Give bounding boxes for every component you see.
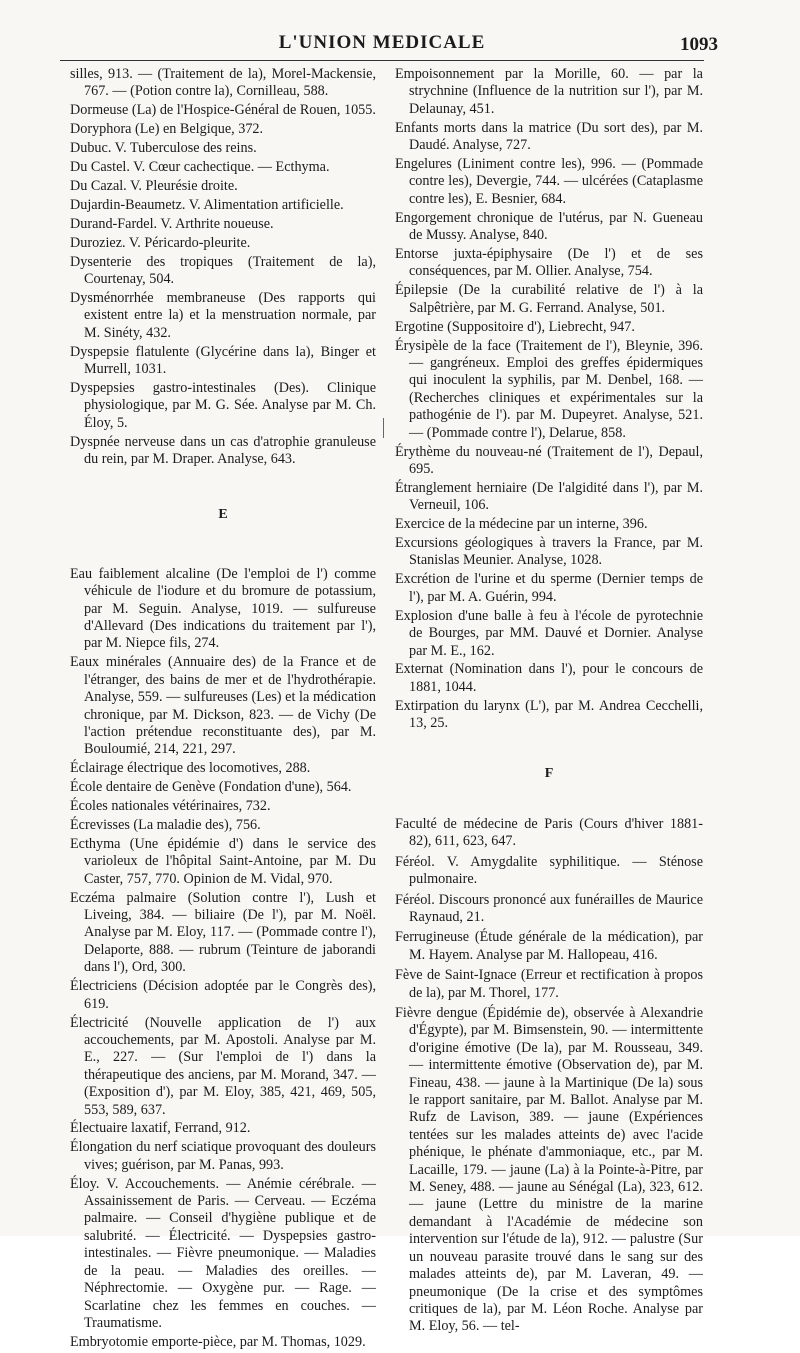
index-entry: Eau faiblement alcaline (De l'emploi de l') comme véhicule de l'iodure et du bromure de potassium, par M. Seguin. Analyse, 1019. — sulfureuse d'Allevard (Des indications du traitement par l'), par M. Niepce fils, 274. [70, 565, 376, 652]
index-entry: Électuaire laxatif, Ferrand, 912. [70, 1120, 251, 1137]
index-entry: Fièvre dengue (Épidémie de), observée à Alexandrie d'Égypte), par M. Bimsenstein, 90. — intermittente d'origine émotive (De la), par M. Rousseau, 349. — intermittente émotive (Observation de), par M. Fineau, 438. — jaune à la Martinique (De la) sous le rapport sanitaire, par M. Ballot. Analyse par M. Rufz de Lavison, 389. — jaune (Expériences tentées sur les malades atteints de) avec l'acide phénique, le phénate d'ammoniaque, etc., par M. Lacaille, 179. — jaune (La) à la Pointe-à-Pitre, par M. Seney, 488. — jaune au Sénégal (La), 323, 612. — jaune (Lettre du ministre de la marine demandant à l'Académie de médecine son intervention sur l'étude de la), 912. — palustre (Sur un nouveau parasite trouvé dans le sang sur des malades atteints de), par M. Laveran, 49. — pneumonique (De la crise et des symptômes critiques de la), par M. Léon Roche. Analyse par M. Eloy, 56. — tel- [395, 1005, 703, 1335]
running-title: L'UNION MEDICALE [278, 32, 486, 53]
index-entry: Étranglement herniaire (De l'algidité dans l'), par M. Verneuil, 106. [395, 479, 703, 514]
index-entry: Extirpation du larynx (L'), par M. Andrea Cecchelli, 13, 25. [395, 697, 703, 732]
index-entry: Ferrugineuse (Étude générale de la médication), par M. Hayem. Analyse par M. Hallopeau, 416. [395, 929, 703, 963]
index-entry: Dyspepsie flatulente (Glycérine dans la), Binger et Murrell, 1031. [70, 343, 376, 377]
index-entry: Durand-Fardel. V. Arthrite noueuse. [70, 215, 274, 232]
index-entry: Féréol. V. Amygdalite syphilitique. — Sténose pulmonaire. [395, 853, 703, 888]
index-entry: Écoles nationales vétérinaires, 732. [70, 798, 271, 815]
index-entry: Embryotomie emporte-pièce, par M. Thomas, 1029. [70, 1333, 366, 1350]
index-entry: silles, 913. — (Traitement de la), Morel-Mackensie, 767. — (Potion contre la), Cornilleau, 588. [70, 66, 376, 100]
left-column [70, 66, 376, 1353]
index-entry: Engelures (Liniment contre les), 996. — (Pommade contre les), Devergie, 744. — ulcérées (Cataplasme contre les), E. Besnier, 684. [395, 156, 703, 207]
index-entry: Enfants morts dans la matrice (Du sort des), par M. Daudé. Analyse, 727. [395, 119, 703, 154]
page-header [60, 30, 718, 61]
index-entry: Dubuc. V. Tuberculose des reins. [70, 140, 257, 157]
index-entry: Fève de Saint-Ignace (Erreur et rectification à propos de la), par M. Thorel, 177. [395, 967, 703, 1001]
index-entry: Eczéma palmaire (Solution contre l'), Lush et Liveing, 384. — biliaire (De l'), par M. Noël. Analyse par M. Eloy, 117. — (Pommade contre l'), Delaporte, 888. — rubrum (Teinture de jaborandi dans l'), Ord, 300. [70, 889, 376, 976]
index-entry: Dysménorrhée membraneuse (Des rapports qui existent entre la) et la menstruation normale, par M. Sinéty, 432. [70, 289, 376, 341]
index-entries-e-continued [395, 66, 703, 733]
index-entry: Écrevisses (La maladie des), 756. [70, 817, 261, 834]
index-entry: Dyspnée nerveuse dans un cas d'atrophie granuleuse du rein, par M. Draper. Analyse, 643. [70, 433, 376, 468]
section-letter-e: E [218, 507, 228, 523]
index-entry: Éclairage électrique des locomotives, 288. [70, 760, 311, 777]
column-divider-mark [383, 418, 384, 438]
index-entry: École dentaire de Genève (Fondation d'une), 564. [70, 779, 352, 796]
index-entry: Duroziez. V. Péricardo-pleurite. [70, 234, 251, 251]
index-entry: Dormeuse (La) de l'Hospice-Général de Rouen, 1055. [70, 102, 376, 119]
index-entry: Externat (Nomination dans l'), pour le concours de 1881, 1044. [395, 661, 703, 695]
index-entry: Excursions géologiques à travers la France, par M. Stanislas Meunier. Analyse, 1028. [395, 535, 703, 569]
index-entry: Électricité (Nouvelle application de l') aux accouchements, par M. Apostoli. Analyse par M. E., 227. — (Sur l'emploi de l') dans la thérapeutique des anciens, par M. Morand, 347. — (Exposition d'), par M. Eloy, 385, 421, 469, 505, 553, 589, 637. [70, 1014, 376, 1118]
index-entry: Entorse juxta-épiphysaire (De l') et de ses conséquences, par M. Ollier. Analyse, 754. [395, 246, 703, 280]
index-entry: Eaux minérales (Annuaire des) de la France et de l'étranger, des bains de mer et de l'hydrothérapie. Analyse, 559. — sulfureuses (Les) et la médication chronique, par M. Dickson, 823. — de Vichy (De l'action prétendue reconstituante des), par M. Bouloumié, 214, 221, 297. [70, 654, 376, 758]
page-number: 1093 [680, 34, 718, 55]
index-entry: Élongation du nerf sciatique provoquant des douleurs vives; guérison, par M. Panas, 993. [70, 1139, 376, 1173]
index-entries-f [395, 816, 703, 1336]
index-entry: Excrétion de l'urine et du sperme (Dernier temps de l'), par M. A. Guérin, 994. [395, 571, 703, 605]
index-entries-e [70, 566, 376, 1351]
index-entry: Du Cazal. V. Pleurésie droite. [70, 177, 238, 194]
index-entry: Dujardin-Beaumetz. V. Alimentation artificielle. [70, 196, 344, 213]
index-entry: Dyspepsies gastro-intestinales (Des). Clinique physiologique, par M. G. Sée. Analyse par M. Ch. Éloy, 5. [70, 379, 376, 431]
index-entry: Éloy. V. Accouchements. — Anémie cérébrale. — Assainissement de Paris. — Cerveau. — Eczéma palmaire. — Conseil d'hygiène publique et de salubrité. — Électricité. — Dyspepsies gastro-intestinales. — Fièvre pneumonique. — Maladies de la peau. — Maladies des oreilles. — Néphrectomie. — Oxygène pur. — Rage. — Scarlatine chez les femmes en couches. — Traumatisme. [70, 1175, 376, 1331]
index-entry: Érythème du nouveau-né (Traitement de l'), Depaul, 695. [395, 443, 703, 477]
index-entry: Érysipèle de la face (Traitement de l'), Bleynie, 396. — gangréneux. Emploi des greffes épidermiques qui inoculent la syphilis, par M. Denbel, 168. — (Recherches cliniques et expérimentales sur la pathogénie de l'). par M. Dupeyret. Analyse, 521. — (Pommade contre l'), Delarue, 858. [395, 337, 703, 441]
section-letter-f: F [544, 765, 554, 781]
index-entry: Empoisonnement par la Morille, 60. — par la strychnine (Influence de la nutrition sur l'), par M. Delaunay, 451. [395, 66, 703, 117]
index-entry: Épilepsie (De la curabilité relative de l') à la Salpêtrière, par M. G. Ferrand. Analyse, 501. [395, 282, 703, 316]
index-entry: Engorgement chronique de l'utérus, par N. Gueneau de Mussy. Analyse, 840. [395, 209, 703, 244]
index-entry: Doryphora (Le) en Belgique, 372. [70, 121, 264, 138]
index-entry: Faculté de médecine de Paris (Cours d'hiver 1881-82), 611, 623, 647. [395, 815, 703, 850]
index-entry: Féréol. Discours prononcé aux funérailles de Maurice Raynaud, 21. [395, 891, 703, 925]
right-column [395, 66, 703, 1337]
index-entry: Ergotine (Suppositoire d'), Liebrecht, 947. [395, 318, 635, 335]
index-entry: Du Castel. V. Cœur cachectique. — Ecthyma. [70, 159, 330, 176]
index-entry: Dysenterie des tropiques (Traitement de la), Courtenay, 504. [70, 253, 376, 287]
index-entry: Explosion d'une balle à feu à l'école de pyrotechnie de Bourges, par MM. Dauvé et Dornier. Analyse par M. E., 162. [395, 607, 703, 659]
index-entry: Ecthyma (Une épidémie d') dans le service des varioleux de l'hôpital Saint-Antoine, par M. Du Caster, 757, 770. Opinion de M. Vidal, 970. [70, 835, 376, 887]
index-entry: Électriciens (Décision adoptée par le Congrès des), 619. [70, 978, 376, 1012]
index-entry: Exercice de la médecine par un interne, 396. [395, 516, 648, 533]
index-entries-d [70, 66, 376, 468]
